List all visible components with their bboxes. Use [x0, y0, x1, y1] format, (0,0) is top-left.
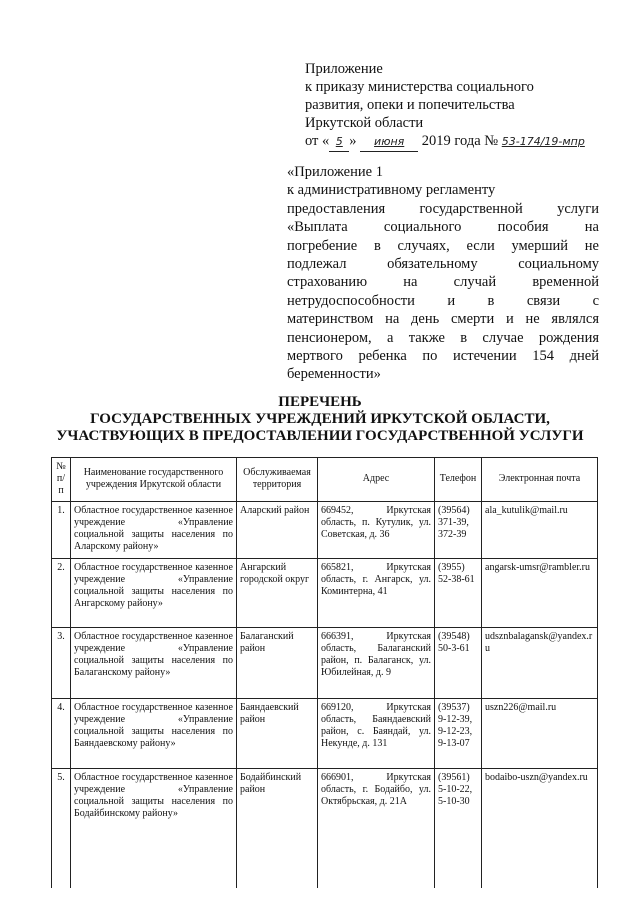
institution-name: Областное государственное казенное учреждение «Управление социальной защиты населения по Ангарскому району»	[71, 558, 237, 627]
table-row	[52, 698, 598, 768]
page-bottom-margin	[0, 888, 640, 905]
date-mid: »	[349, 133, 361, 149]
date-year: 2019 года №	[418, 133, 502, 149]
header-line: Приложение	[305, 61, 383, 77]
appendix-line: мертвого ребенка по истечении 154 дней	[287, 348, 599, 365]
phone: (39564) 371-39, 372-39	[435, 501, 482, 558]
institution-name: Областное государственное казенное учреждение «Управление социальной защиты населения по Балаганскому району»	[71, 627, 237, 698]
appendix-line: страхованию на случай временной	[287, 274, 599, 291]
phone: (39548) 50-3-61	[435, 627, 482, 698]
column-header-address: Адрес	[318, 458, 435, 502]
address: 669120, Иркутская область, Баяндаевский район, с. Баяндай, ул. Некунде, д. 131	[318, 698, 435, 768]
email: uszn226@mail.ru	[482, 698, 598, 768]
row-number: 4.	[52, 698, 71, 768]
table-header-row	[52, 458, 598, 502]
appendix-line: «Выплата социального пособия на	[287, 219, 599, 236]
date-prefix: от «	[305, 133, 330, 149]
email: ala_kutulik@mail.ru	[482, 501, 598, 558]
phone: (3955) 52-38-61	[435, 558, 482, 627]
appendix-line: «Приложение 1	[287, 164, 383, 180]
table-row	[52, 627, 598, 698]
regulation-appendix-header	[287, 163, 599, 384]
address: 669452, Иркутская область, п. Кутулик, ул. Советская, д. 36	[318, 501, 435, 558]
order-date-line	[305, 132, 605, 152]
order-appendix-header	[305, 60, 605, 152]
table-row	[52, 768, 598, 890]
document-subtitle-line: УЧАСТВУЮЩИХ В ПРЕДОСТАВЛЕНИИ ГОСУДАРСТВЕННОЙ УСЛУГИ	[56, 428, 584, 444]
row-number: 3.	[52, 627, 71, 698]
institution-name: Областное государственное казенное учреждение «Управление социальной защиты населения по Баяндаевскому району»	[71, 698, 237, 768]
column-header-name: Наименование государственного учреждения Иркутской области	[71, 458, 237, 502]
institution-name: Областное государственное казенное учреждение «Управление социальной защиты населения по Аларскому району»	[71, 501, 237, 558]
row-number: 5.	[52, 768, 71, 890]
column-header-territory: Обслуживаемая территория	[237, 458, 318, 502]
address: 665821, Иркутская область, г. Ангарск, ул. Коминтерна, 41	[318, 558, 435, 627]
territory: Баяндаевский район	[237, 698, 318, 768]
appendix-line: материнством на день смерти и не являлся	[287, 311, 599, 328]
territory: Ангарский городской округ	[237, 558, 318, 627]
row-number: 1.	[52, 501, 71, 558]
institutions-table	[51, 457, 598, 891]
appendix-line: подлежал обязательному социальному	[287, 256, 599, 273]
header-line: Иркутской области	[305, 115, 424, 131]
territory: Бодайбинский район	[237, 768, 318, 890]
handwritten-day: 5	[329, 133, 349, 152]
row-number: 2.	[52, 558, 71, 627]
email: udsznbalagansk@yandex.ru	[482, 627, 598, 698]
table-row	[52, 558, 598, 627]
institution-name: Областное государственное казенное учреждение «Управление социальной защиты населения по Бодайбинскому району»	[71, 768, 237, 890]
handwritten-order-number: 53-174/19-мпр	[501, 135, 585, 148]
address: 666901, Иркутская область, г. Бодайбо, ул. Октябрьская, д. 21А	[318, 768, 435, 890]
handwritten-month: июня	[360, 133, 418, 152]
appendix-line: к административному регламенту	[287, 182, 496, 199]
appendix-line: нетрудоспособности и в связи с	[287, 292, 599, 309]
phone: (39561) 5-10-22, 5-10-30	[435, 768, 482, 890]
appendix-line: предоставления государственной услуги	[287, 200, 599, 217]
address: 666391, Иркутская область, Балаганский район, п. Балаганск, ул. Юбилейная, д. 9	[318, 627, 435, 698]
document-title: ПЕРЕЧЕНЬ	[278, 394, 362, 410]
appendix-line: беременности»	[287, 366, 381, 383]
column-header-phone: Телефон	[435, 458, 482, 502]
email: bodaibo-uszn@yandex.ru	[482, 768, 598, 890]
territory: Балаганский район	[237, 627, 318, 698]
table-row	[52, 501, 598, 558]
appendix-line: пенсионером, а также в случае рождения	[287, 329, 599, 346]
column-header-email: Электронная почта	[482, 458, 598, 502]
header-line: к приказу министерства социального	[305, 79, 534, 95]
email: angarsk-umsr@rambler.ru	[482, 558, 598, 627]
phone: (39537) 9-12-39, 9-12-23, 9-13-07	[435, 698, 482, 768]
document-subtitle-line: ГОСУДАРСТВЕННЫХ УЧРЕЖДЕНИЙ ИРКУТСКОЙ ОБЛАСТИ,	[90, 411, 550, 427]
appendix-line: погребение в случаях, если умерший не	[287, 237, 599, 254]
header-line: развития, опеки и попечительства	[305, 97, 515, 113]
column-header-num: № п/п	[52, 458, 71, 502]
territory: Аларский район	[237, 501, 318, 558]
